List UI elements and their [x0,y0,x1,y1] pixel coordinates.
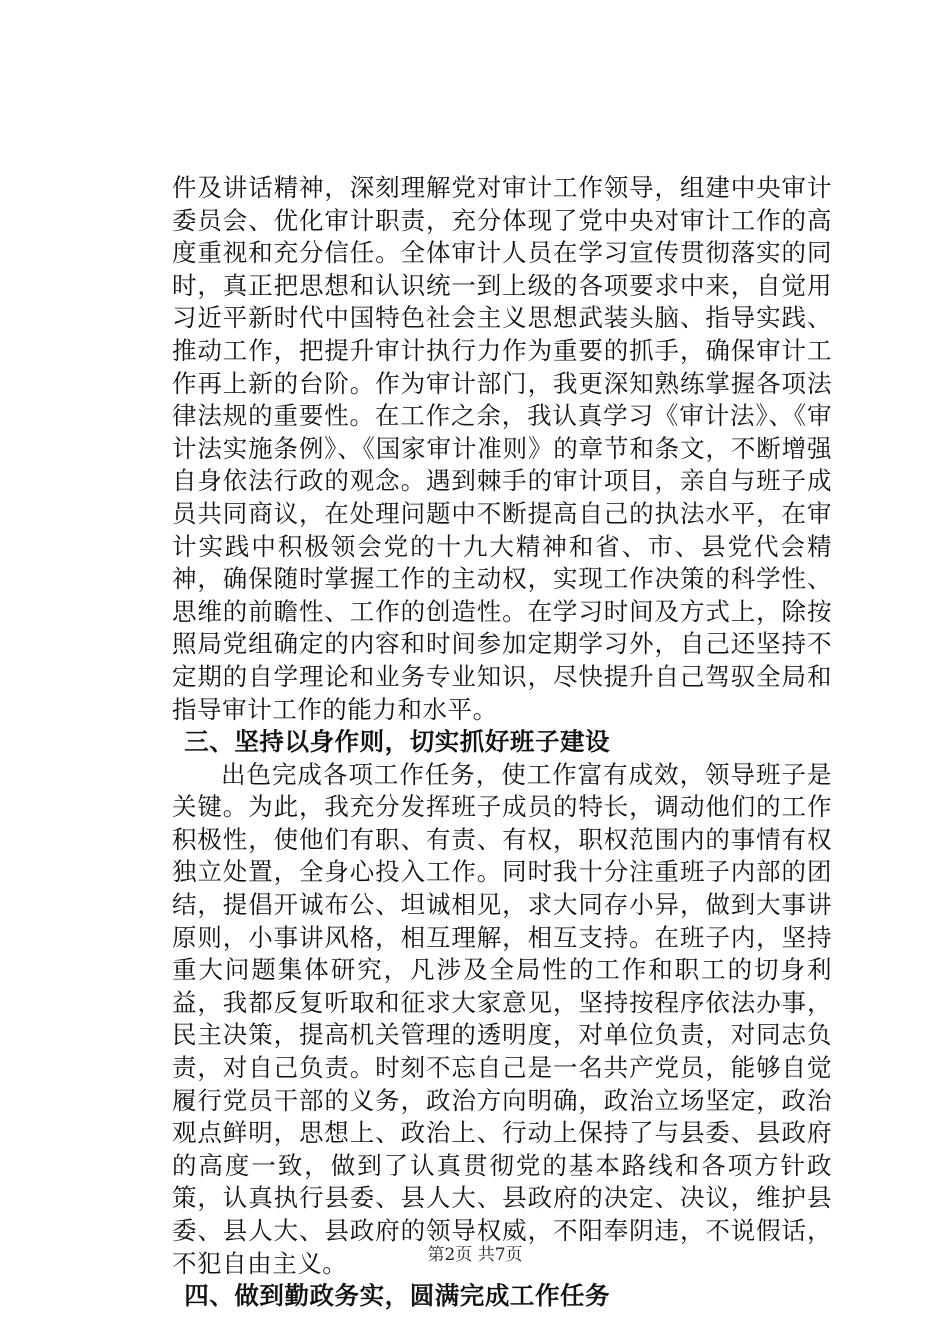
paragraph-section-3: 出色完成各项工作任务，使工作富有成效，领导班子是关键。为此，我充分发挥班子成员的特长，调动他们的工作积极性，使他们有职、有责、有权，职权范围内的事情有权独立处置，全身心投入工作。同时我十分注重班子内部的团结，提倡开诚布公、坦诚相见，求大同存小异，做到大事讲原则，小事讲风格，相互理解，相互支持。在班子内，坚持重大问题集体研究，凡涉及全局性的工作和职工的切身利益，我都反复听取和征求大家意见，坚持按程序依法办事，民主决策，提高机关管理的透明度，对单位负责，对同志负责，对自己负责。时刻不忘自己是一名共产党员，能够自觉履行党员干部的义务，政治方向明确，政治立场坚定，政治观点鲜明，思想上、政治上、行动上保持了与县委、县政府的高度一致，做到了认真贯彻党的基本路线和各项方针政策，认真执行县委、县人大、县政府的决定、决议，维护县委、县人大、县政府的领导权威，不阳奉阴违，不说假话，不犯自由主义。 [172,759,832,1278]
section-heading-3: 三、坚持以身作则，切实抓好班子建设 [184,727,611,757]
page-footer: 第2页 共7页 [427,1245,523,1265]
paragraph-continued: 件及讲话精神，深刻理解党对审计工作领导，组建中央审计委员会、优化审计职责，充分体现了党中央对审计工作的高度重视和充分信任。全体审计人员在学习宣传贯彻落实的同时，真正把思想和认识统一到上级的各项要求中来，自觉用习近平新时代中国特色社会主义思想武装头脑、指导实践、推动工作，把提升审计执行力作为重要的抓手，确保审计工作再上新的台阶。作为审计部门，我更深知熟练掌握各项法律法规的重要性。在工作之余，我认真学习《审计法》、《审计法实施条例》、《国家审计准则》的章节和条文，不断增强自身依法行政的观念。遇到棘手的审计项目，亲自与班子成员共同商议，在处理问题中不断提高自己的执法水平，在审计实践中积极领会党的十九大精神和省、市、县党代会精神，确保随时掌握工作的主动权，实现工作决策的科学性、思维的前瞻性、工作的创造性。在学习时间及方式上，除按照局党组确定的内容和时间参加定期学习外，自己还坚持不定期的自学理论和业务专业知识，尽快提升自己驾驭全局和指导审计工作的能力和水平。 [172,173,832,724]
document-body [172,172,832,1313]
section-heading-4: 四、做到勤政务实，圆满完成工作任务 [184,1281,611,1311]
